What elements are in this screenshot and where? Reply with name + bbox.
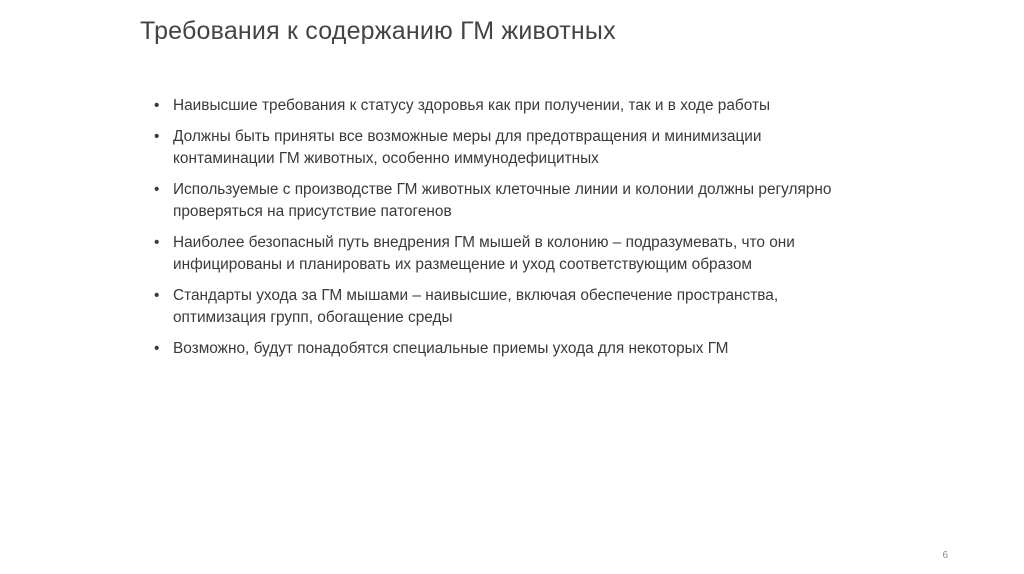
bullet-text: Наивысшие требования к статусу здоровья как при получении, так и в ходе работы [173,97,771,114]
page-number: 6 [942,550,948,561]
bullet-item [154,95,844,117]
bullet-marker: • [154,287,160,304]
bullet-item [154,179,844,223]
bullet-item [154,338,844,360]
bullet-list [154,95,844,369]
bullet-text: Используемые с производстве ГМ животных клеточные линии и колонии должны регулярно проверяться на присутствие патогенов [173,181,832,220]
bullet-marker: • [154,128,160,145]
bullet-marker: • [154,234,160,251]
bullet-text: Должны быть приняты все возможные меры для предотвращения и минимизации контаминации ГМ животных, особенно иммунодефицитных [173,128,762,167]
bullet-text: Возможно, будут понадобятся специальные приемы ухода для некоторых ГМ [173,340,729,357]
bullet-item [154,232,844,276]
slide-title: Требования к содержанию ГМ животных [140,17,616,45]
bullet-marker: • [154,340,160,357]
bullet-item [154,285,844,329]
bullet-marker: • [154,97,160,114]
bullet-marker: • [154,181,160,198]
bullet-text: Стандарты ухода за ГМ мышами – наивысшие, включая обеспечение пространства, оптимизация групп, обогащение среды [173,287,779,326]
bullet-text: Наиболее безопасный путь внедрения ГМ мышей в колонию – подразумевать, что они инфицированы и планировать их размещение и уход соответствующим образом [173,234,795,273]
bullet-item [154,126,844,170]
